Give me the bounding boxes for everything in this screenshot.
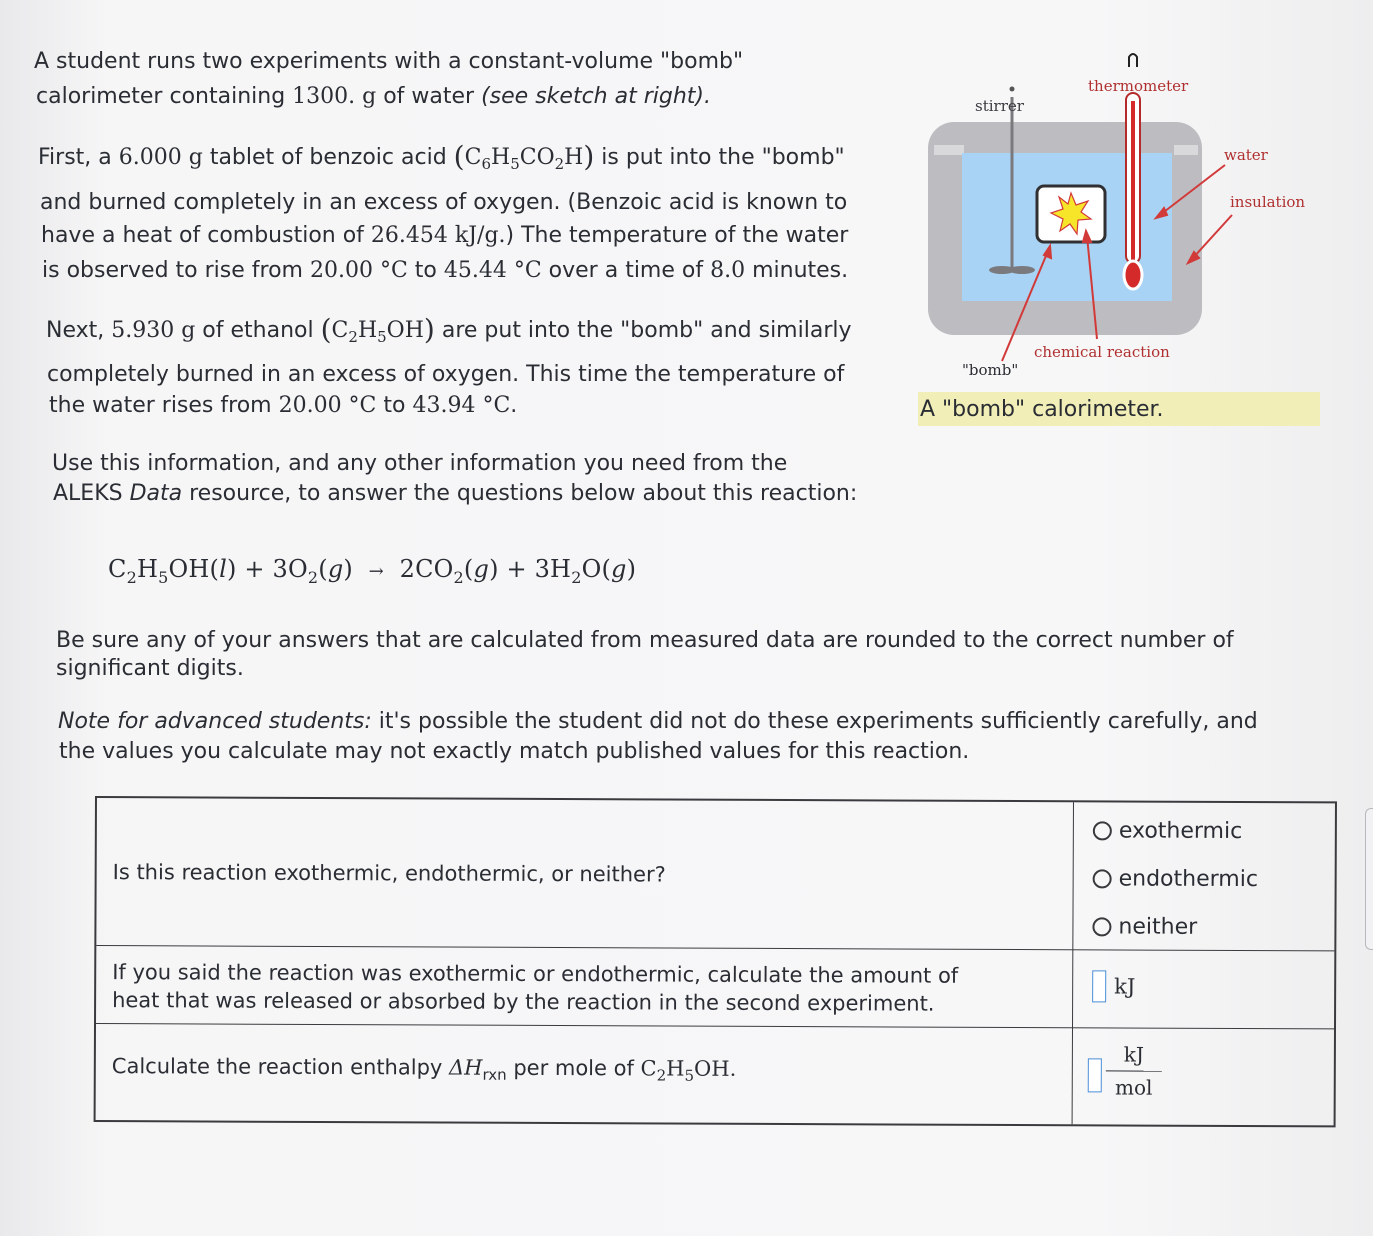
text: to	[376, 393, 413, 418]
bomb-label: "bomb"	[962, 361, 1019, 379]
para1-line-1	[38, 140, 845, 175]
advanced-note-line-2: the values you calculate may not exactly match published values for this reaction.	[59, 739, 970, 764]
intro-text: of water	[376, 84, 482, 109]
text: is observed to rise from	[42, 258, 310, 283]
text: .	[510, 393, 518, 418]
sigfig-note-line-2: significant digits.	[56, 656, 244, 681]
thermometer-bulb	[1124, 261, 1142, 289]
question-row-2	[96, 946, 1334, 1029]
para3-line-2	[53, 477, 857, 511]
question-row-3	[96, 1024, 1334, 1127]
para1-line-2: and burned completely in an excess of oxygen. (Benzoic acid is known to	[40, 190, 848, 215]
text: have a heat of combustion of	[41, 223, 371, 248]
unit-denominator: mol	[1114, 1075, 1153, 1100]
text: over a time of	[541, 258, 711, 283]
questions-table	[94, 796, 1337, 1127]
stirrer-blade	[1009, 266, 1035, 274]
text: Calculate the reaction enthalpy	[111, 1054, 450, 1080]
intro-line-1	[34, 45, 743, 79]
chemical-reaction-label: chemical reaction	[1034, 343, 1170, 361]
para2-line-1	[46, 313, 852, 348]
heat-of-combustion: 26.454 kJ/g.	[370, 223, 506, 248]
thermometer-label: thermometer	[1088, 77, 1189, 95]
sigfig-note-line-1: Be sure any of your answers that are calculated from measured data are rounded to the correct number of	[56, 628, 1234, 653]
text: minutes.	[745, 258, 849, 283]
advanced-note-line-1	[58, 705, 1258, 739]
ethanol-mass: 5.930 g	[111, 318, 196, 343]
question-3-text	[112, 1052, 737, 1083]
thermometer-hook	[1129, 54, 1137, 67]
text: is put into the "bomb"	[594, 145, 845, 170]
intro-italic: (see sketch at right).	[481, 84, 711, 109]
initial-temp-2: 20.00 °C	[278, 393, 377, 418]
delta-h-symbol: ΔH	[448, 1055, 483, 1080]
radio-label: exothermic	[1118, 818, 1243, 845]
text: Next,	[46, 318, 112, 343]
lid-notch	[1174, 145, 1198, 155]
question-1-text: Is this reaction exothermic, endothermic, or neither?	[112, 860, 666, 887]
radio-exothermic[interactable]	[1093, 818, 1242, 844]
rxn-subscript: rxn	[482, 1065, 507, 1084]
unit-numerator: kJ	[1123, 1042, 1144, 1067]
text: of ethanol	[195, 318, 321, 343]
intro-line-2	[36, 80, 711, 114]
side-scroll-handle[interactable]	[1365, 808, 1373, 950]
question-2-line-2: heat that was released or absorbed by the reaction in the second experiment.	[112, 988, 935, 1016]
para1-line-3	[41, 219, 848, 253]
advanced-note-label: Note for advanced students:	[58, 709, 372, 734]
enthalpy-answer-input[interactable]	[1088, 1058, 1102, 1092]
final-temp-2: 43.94 °C	[412, 393, 511, 418]
para1-line-4	[42, 254, 848, 288]
benzoic-formula: $(C_6H_5CO_2H)$	[453, 140, 595, 173]
para3-line-1: Use this information, and any other information you need from the	[52, 451, 788, 476]
text: resource, to answer the questions below about this reaction:	[182, 481, 858, 506]
intro-text: calorimeter containing	[36, 84, 293, 109]
initial-temp-1: 20.00 °C	[309, 258, 408, 283]
diagram-caption: A "bomb" calorimeter.	[918, 392, 1320, 426]
text: First, a	[38, 145, 119, 170]
text: to	[407, 258, 444, 283]
text: per mole of	[506, 1055, 641, 1081]
benzoic-mass: 6.000 g	[118, 145, 203, 170]
data-resource-link[interactable]: Data	[129, 481, 183, 506]
radio-neither[interactable]	[1092, 914, 1197, 939]
text: the water rises from	[49, 393, 279, 418]
text: are put into the "bomb" and similarly	[434, 318, 852, 343]
heat-answer-input[interactable]	[1092, 970, 1106, 1002]
reaction-arrow: →	[368, 561, 384, 582]
radio-circle[interactable]	[1093, 821, 1112, 840]
question-2-text	[112, 958, 958, 1018]
reaction-equation: $C_2H_5OH(l) + 3O_2(g) \to 2CO_2(g) + 3H_2O(g)$	[108, 555, 637, 587]
stirrer-top	[1010, 87, 1015, 92]
question-2-line-1: If you said the reaction was exothermic or endothermic, calculate the amount of	[112, 960, 959, 988]
ethanol-formula: $C_2H_5OH$.	[640, 1056, 737, 1085]
lid-notch	[934, 145, 964, 155]
final-temp-1: 45.44 °C	[443, 258, 542, 283]
radio-endothermic[interactable]	[1093, 866, 1258, 892]
bomb-calorimeter-diagram	[920, 45, 1320, 395]
para2-line-3	[49, 389, 517, 423]
stirrer-label: stirrer	[975, 97, 1024, 115]
radio-label: endothermic	[1118, 866, 1259, 893]
intro-text: A student runs two experiments with a constant-volume "bomb"	[34, 49, 744, 74]
enthalpy-unit	[1106, 1042, 1162, 1099]
para2-line-2: completely burned in an excess of oxygen. This time the temperature of	[47, 362, 845, 387]
radio-circle[interactable]	[1092, 917, 1111, 936]
radio-circle[interactable]	[1093, 869, 1112, 888]
insulation-label: insulation	[1230, 193, 1306, 211]
time-value: 8.0	[710, 258, 746, 283]
fraction-bar	[1106, 1070, 1162, 1071]
ethanol-formula: $(C_2H_5OH)$	[320, 313, 435, 346]
text: tablet of benzoic acid	[202, 145, 454, 170]
text: ALEKS	[53, 481, 130, 506]
water-mass: 1300. g	[292, 84, 377, 109]
water-label: water	[1224, 146, 1268, 164]
text: ) The temperature of the water	[505, 223, 849, 248]
text: it's possible the student did not do these experiments sufficiently carefully, and	[371, 709, 1258, 734]
heat-unit: kJ	[1114, 974, 1136, 999]
question-row-1	[96, 798, 1335, 951]
radio-label: neither	[1118, 914, 1198, 940]
